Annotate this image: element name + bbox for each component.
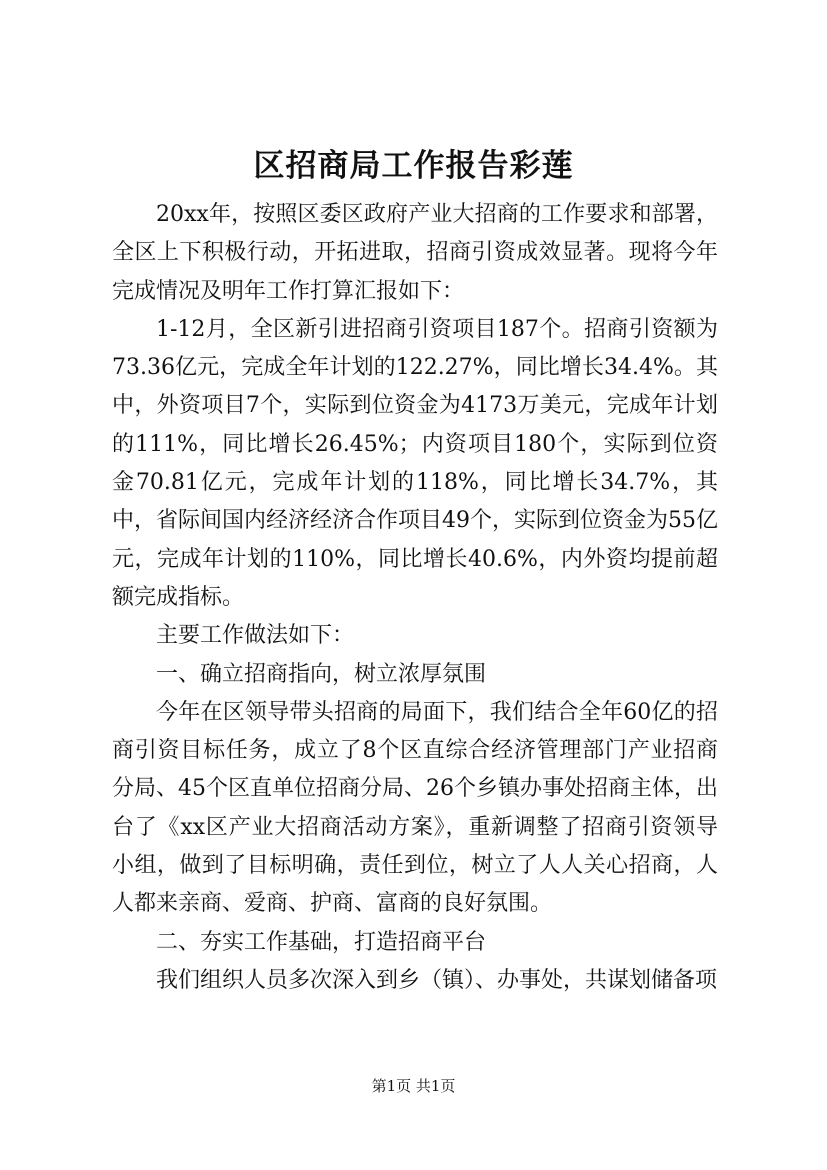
paragraph-results: 1-12月，全区新引进招商引资项目187个。招商引资额为73.36亿元，完成全年计划的122.27%，同比增长34.4%。其中，外资项目7个，实际到位资金为4173万美元，完成年计划的111%，同比增长26.45%；内资项目180个，实际到位资金70.81亿元，完成年计划的118%，同比增长34.7%，其中，省际间国内经济经济合作项目49个，实际到位资金为55亿元，完成年计划的110%，同比增长40.6%，内外资均提前超额完成指标。 — [112, 316, 718, 610]
document-title: 区招商局工作报告彩莲 — [253, 148, 574, 184]
section-heading-2: 二、夯实工作基础，打造招商平台 — [156, 929, 487, 955]
section-heading-1: 一、确立招商指向，树立浓厚氛围 — [156, 661, 487, 687]
paragraph-section-1: 今年在区领导带头招商的局面下，我们结合全年60亿的招商引资目标任务，成立了8个区直综合经济管理部门产业招商分局、45个区直单位招商分局、26个乡镇办事处招商主体，出台了《xx区产业大招商活动方案》，重新调整了招商引资领导小组，做到了目标明确，责任到位，树立了人人关心招商，人人都来亲商、爱商、护商、富商的良好氛围。 — [112, 699, 718, 917]
page-footer: 第1页 共1页 — [371, 1077, 456, 1095]
paragraph-section-2: 我们组织人员多次深入到乡（镇）、办事处，共谋划储备项 — [156, 967, 718, 993]
paragraph-intro: 20xx年，按照区委区政府产业大招商的工作要求和部署，全区上下积极行动，开拓进取，招商引资成效显著。现将今年完成情况及明年工作打算汇报如下： — [112, 202, 718, 304]
document-body — [112, 196, 718, 1000]
paragraph-methods-lead: 主要工作做法如下： — [156, 623, 355, 649]
